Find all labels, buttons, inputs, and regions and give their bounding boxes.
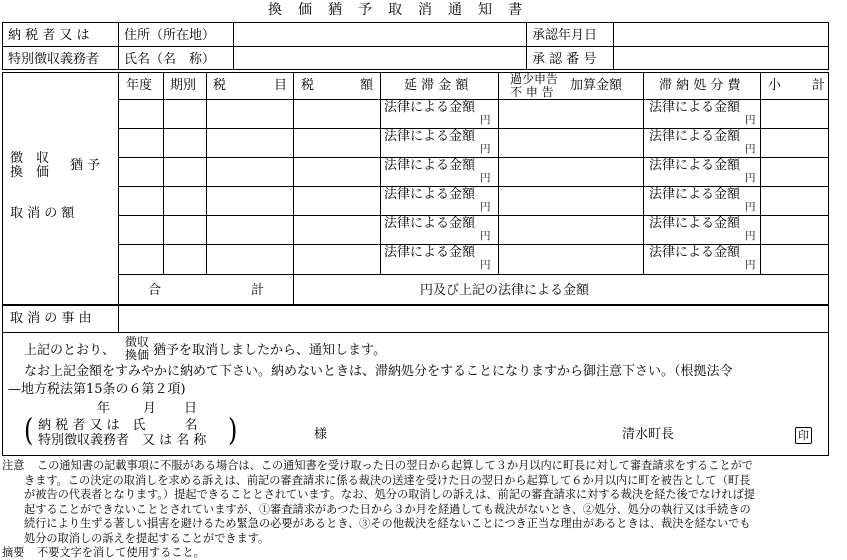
notice-line3: —地方税法第15条の６第２項) [8, 382, 186, 397]
total-row-line [118, 274, 829, 275]
summary-label: 摘要 [2, 546, 25, 559]
col-period: 期別 [170, 78, 197, 93]
table-vline [293, 72, 294, 305]
delinquency-legal-amount-text: 法律による金額 [384, 129, 476, 144]
col-subtotal-b: 計 [812, 78, 826, 93]
col-delinquency: 延 滞 金 額 [404, 78, 469, 93]
disposition-legal-amount-text: 法律による金額 [649, 245, 741, 260]
note-line: この通知書の記載事項に不服がある場合は、この通知書を受け取った日の翌日から起算して３か月以内に町長に対して審査請求をすることがで [37, 459, 754, 472]
summary-text: 不要文字を消して使用すること。 [37, 546, 205, 559]
brace-left: ( [24, 411, 34, 449]
brace-right: ) [228, 411, 238, 449]
address-label: 住所（所在地） [124, 28, 216, 43]
addressee-line2: 特別徴収義務者 又 は 名 称 [38, 433, 207, 448]
delinquency-yen-unit: 円 [480, 114, 491, 126]
date-month: 月 [143, 401, 157, 416]
note-line: 処分の取消しの訴えを提起することができます。 [24, 531, 270, 545]
addressee-line1: 納 税 者 又 は 氏 名 [38, 418, 198, 433]
delinquency-legal-amount-text: 法律による金額 [384, 187, 476, 202]
side-label-cancel-amount: 取 消 の 額 [10, 206, 75, 221]
col-tax-item-a: 税 [213, 78, 227, 93]
delinquency-yen-unit: 円 [480, 230, 491, 242]
side-label-deferral: 猶 予 [70, 158, 101, 173]
notice-line2: なお上記金額をすみやかに納めて下さい。納めないときは、滞納処分をすることになりますから御注意下さい。（根拠法令 [24, 364, 733, 379]
approval-date-field[interactable] [614, 23, 829, 46]
honorific: 様 [314, 427, 328, 442]
name-field[interactable] [234, 47, 526, 70]
delinquency-legal-amount-text: 法律による金額 [384, 100, 476, 115]
total-label-b: 計 [251, 283, 265, 298]
header-vline [118, 22, 119, 70]
disposition-yen-unit: 円 [745, 230, 756, 242]
col-tax-amount-a: 税 [301, 78, 315, 93]
document-title: 換 価 猶 予 取 消 通 知 書 [268, 2, 523, 18]
name-label: 氏名（名 称） [124, 52, 216, 67]
disposition-legal-amount-text: 法律による金額 [649, 158, 741, 173]
reason-label: 取 消 の 事 由 [10, 311, 92, 326]
note-line: 続行により生ずる著しい損害を避けるため緊急の必要があるとき、③その他裁決を経ないことにつき正当な理由があるときは、裁決を経ないでも [24, 517, 751, 530]
col-subtotal-a: 小 [768, 78, 782, 93]
disposition-yen-unit: 円 [745, 114, 756, 126]
disposition-legal-amount-text: 法律による金額 [649, 216, 741, 231]
notice-line1-collection: 徴収 [125, 335, 150, 349]
delinquency-yen-unit: 円 [480, 259, 491, 271]
notice-line1-conversion: 換価 [125, 348, 150, 362]
header-vline [526, 22, 527, 70]
notice-line1-post: 猶予を取消しましたから、通知します。 [153, 343, 386, 358]
delinquency-yen-unit: 円 [480, 201, 491, 213]
note-line: 起することができないこととされていますが、①審査請求があつた日から３か月を経過しても裁決がないとき、②処分、処分の執行又は手続きの [24, 502, 751, 516]
note-line: が被告の代表者となります。）提起できることとされています。なお、処分の取消しの訴えは、前記の審査請求に対する裁決を経た後でなければ提 [24, 488, 755, 501]
address-field[interactable] [234, 23, 526, 46]
disposition-yen-unit: 円 [745, 259, 756, 271]
mayor-title: 清水町長 [622, 427, 675, 442]
delinquency-legal-amount-text: 法律による金額 [384, 216, 476, 231]
delinquency-yen-unit: 円 [480, 172, 491, 184]
date-day: 日 [184, 401, 198, 416]
disposition-legal-amount-text: 法律による金額 [649, 129, 741, 144]
date-year: 年 [97, 401, 111, 416]
approval-date-label: 承認年月日 [532, 28, 598, 43]
col-tax-amount-b: 額 [360, 78, 374, 93]
side-label-collection: 徴 収 [10, 151, 50, 166]
disposition-yen-unit: 円 [745, 201, 756, 213]
approval-number-field[interactable] [614, 47, 829, 70]
col-additional-no-report: 不 申 告 [510, 85, 554, 99]
reason-field[interactable] [119, 306, 828, 332]
col-year: 年度 [126, 78, 153, 93]
seal-mark: 印 [795, 427, 812, 444]
approval-number-label: 承 認 番 号 [532, 52, 597, 67]
disposition-legal-amount-text: 法律による金額 [649, 187, 741, 202]
col-tax-item-b: 目 [274, 78, 288, 93]
delinquency-legal-amount-text: 法律による金額 [384, 158, 476, 173]
notice-line1-pre: 上記のとおり、 [24, 343, 116, 358]
total-value: 円及び上記の法律による金額 [420, 283, 590, 298]
delinquency-legal-amount-text: 法律による金額 [384, 245, 476, 260]
total-label-a: 合 [148, 283, 162, 298]
disposition-yen-unit: 円 [745, 172, 756, 184]
side-label-conversion: 換 価 [10, 165, 50, 180]
col-disposition-cost: 滞 納 処 分 費 [659, 78, 741, 93]
table-vline [118, 72, 119, 305]
taxpayer-label-line2: 特別徴収義務者 [8, 52, 100, 67]
note-label: 注意 [2, 459, 25, 472]
note-line: きます。この決定の取消しを求める訴えは、前記の審査請求に係る裁決の送達を受けた日の翌日から起算して６か月以内に町を被告として（町長 [24, 473, 751, 487]
disposition-yen-unit: 円 [745, 143, 756, 155]
col-additional-under-report: 過少申告 [510, 72, 559, 86]
taxpayer-label-line1: 納 税 者 又 は [8, 28, 90, 43]
delinquency-yen-unit: 円 [480, 143, 491, 155]
col-additional-amount: 加算金額 [570, 78, 623, 93]
disposition-legal-amount-text: 法律による金額 [649, 100, 741, 115]
